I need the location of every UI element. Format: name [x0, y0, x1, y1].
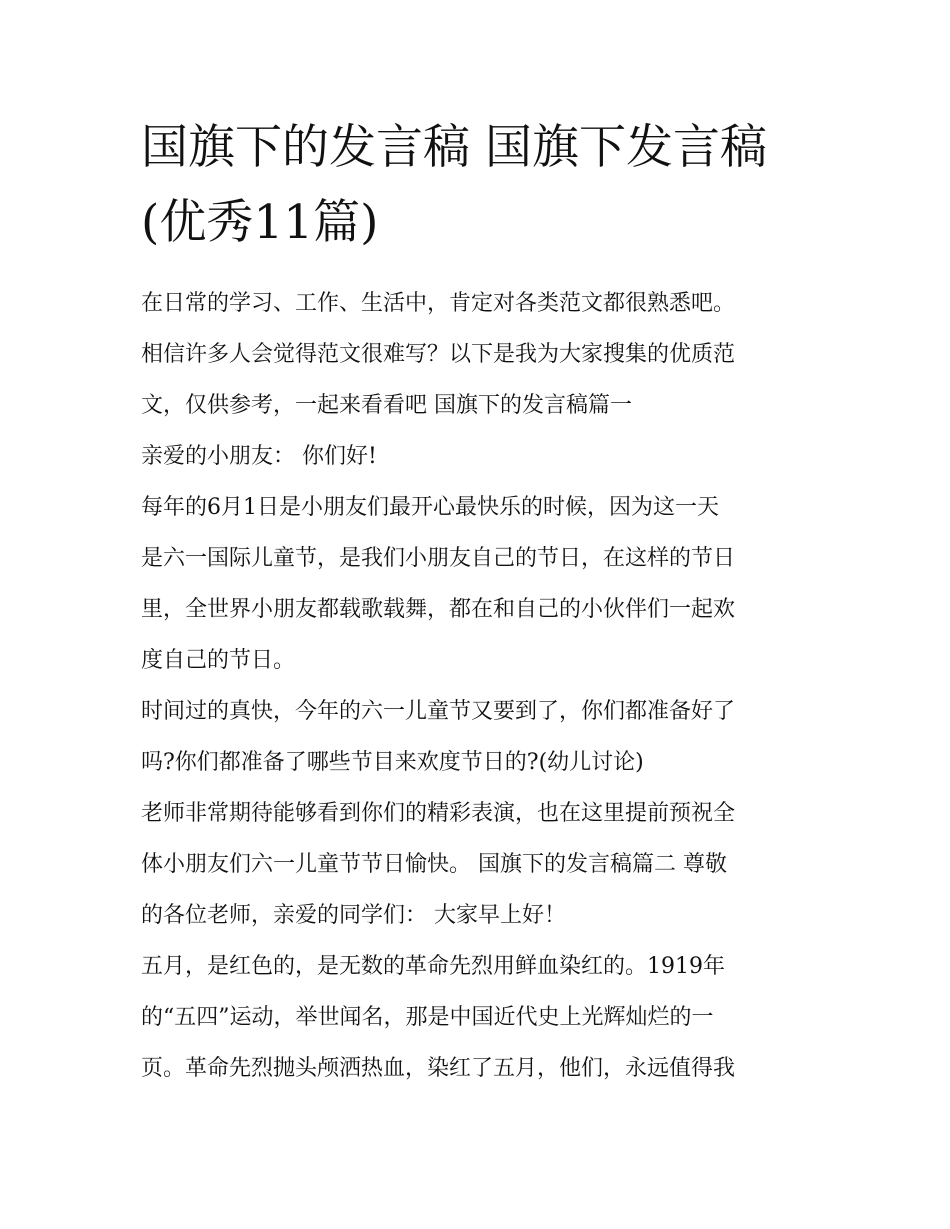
body-line: 的各位老师，亲爱的同学们： 大家早上好！ — [141, 903, 566, 928]
document-title — [141, 110, 821, 260]
body-line: 每年的6月1日是小朋友们最开心最快乐的时候，因为这一天 — [141, 495, 719, 520]
body-line: 里，全世界小朋友都载歌载舞，都在和自己的小伙伴们一起欢 — [141, 597, 736, 622]
body-line: 的“五四”运动，举世闻名，那是中国近代史上光辉灿烂的一 — [141, 1005, 714, 1030]
title-line-1: 国旗下的发言稿 国旗下发言稿 — [141, 120, 767, 175]
document-body — [141, 278, 821, 1094]
body-line: 老师非常期待能够看到你们的精彩表演，也在这里提前预祝全 — [141, 801, 736, 826]
title-line-2: (优秀11篇) — [141, 195, 379, 250]
body-line: 亲爱的小朋友： 你们好! — [141, 444, 377, 469]
body-line: 文，仅供参考，一起来看看吧 国旗下的发言稿篇一 — [141, 393, 632, 418]
body-line: 在日常的学习、工作、生活中，肯定对各类范文都很熟悉吧。 — [141, 291, 736, 316]
body-line: 吗?你们都准备了哪些节目来欢度节日的?(幼儿讨论) — [141, 750, 644, 775]
document-content — [141, 110, 821, 1094]
body-line: 度自己的节日。 — [141, 648, 296, 673]
body-line: 相信许多人会觉得范文很难写？以下是我为大家搜集的优质范 — [141, 342, 736, 367]
body-line: 页。革命先烈抛头颅洒热血，染红了五月，他们，永远值得我 — [141, 1056, 736, 1081]
body-line: 时间过的真快，今年的六一儿童节又要到了，你们都准备好了 — [141, 699, 736, 724]
body-line: 是六一国际儿童节，是我们小朋友自己的节日，在这样的节日 — [141, 546, 736, 571]
body-line: 五月，是红色的，是无数的革命先烈用鲜血染红的。1919年 — [141, 954, 725, 979]
body-line: 体小朋友们六一儿童节节日愉快。 国旗下的发言稿篇二 尊敬 — [141, 852, 727, 877]
